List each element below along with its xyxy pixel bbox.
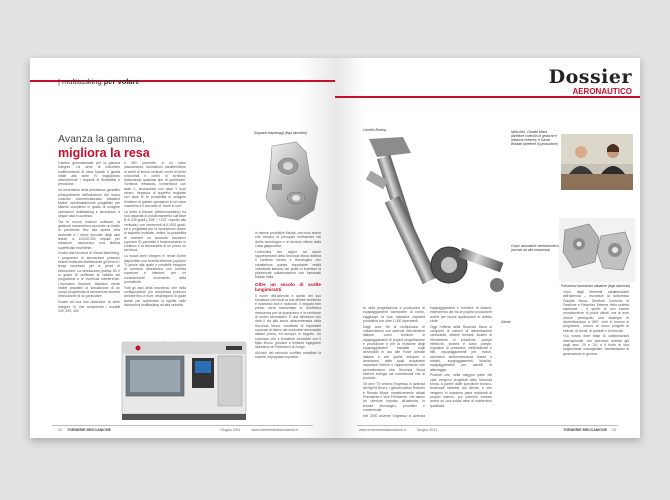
text-column-c bbox=[563, 290, 629, 418]
dossier-logo bbox=[549, 66, 632, 96]
text-column-2 bbox=[124, 161, 186, 336]
text-column-a bbox=[363, 306, 425, 418]
left-footer bbox=[58, 428, 111, 432]
article-headline bbox=[58, 133, 258, 160]
paragraph: L'intervista che segue ad alcuni rappresentanti della Seconda Mona delinea il contesto storico e tecnologico che caratterizza questa importante realtà industriale italiana, nel quale si inserisce la pluriennale collaborazione con Yamazaki Mazak Italia. bbox=[255, 249, 321, 280]
paragraph: Il nome dell'azienda è quello del suo fondatore che iniziò la sua attività vendendo e riparando cicli e motocicli. Il negozio ben presto verrà trasformato in un'officina meccanica per la riparazione e la revisione di motori aeronautici. È una decisione che darà il via alla storia ultracentenaria della Seconda Mona, costellata di importanti successi al fianco dei costruttori aeronautici italiani, prima, ed europei, in seguito. Un successo che il fondatore condivide con il figlio Bruno, giovane e brillante ingegnere laureatosi al Politecnico di Zurigo. bbox=[255, 293, 321, 350]
caption-people: Nella foto, Claudia Mona (direttore controllo di gestione e relazioni esterne), e Danilo Bimbati (direttore di produzione) bbox=[511, 130, 558, 146]
paragraph: Gli anni '70 vedono l'ingresso in azienda dei figli di Bruno, i giovani dottori Roberto e Renato Mona, rispettivamente attuali Presidente e Vice Presidente, che danno un ulteriore impulso all'azienda, in termini tecnologici, produttivi e commerciali. bbox=[363, 382, 425, 412]
paragraph: Tutti gli assi della macchina, che nella configurazione più complessa possono arrivare fino a nove, dispongono di guide lineari per aumentare la rigidità nelle lavorazioni multitasking ad alta velocità. bbox=[124, 285, 186, 307]
paragraph: equipaggiamenti e fornitore di sistemi, estendendo via via la propria produzione anche per nuove applicazioni in ambito civile. bbox=[430, 306, 492, 323]
caption-giunto: Giunto bbox=[501, 320, 511, 324]
footer-rule bbox=[52, 425, 313, 426]
text-column-1 bbox=[58, 161, 120, 416]
people-photo bbox=[561, 134, 633, 190]
paragraph: Un incremento delle prestazioni garantito principalmente dall'adozione del nuovo controllo commercializzato Mazatrol Matrix, specificatamente progettato per sistemi complessi in grado di svolgere operazioni multitasking e lavorazioni a cinque assi in continuo. bbox=[58, 188, 120, 219]
footer-rule bbox=[357, 425, 618, 426]
paragraph: All'inizio del secondo conflitto mondiale la società, impegnata soprattut- bbox=[255, 350, 321, 360]
right-footer-meta bbox=[359, 428, 437, 432]
text-column-b bbox=[430, 306, 492, 418]
section-subhead: Oltre un secolo di scelte lungimiranti bbox=[255, 281, 321, 293]
caption-carrello: Carrello Boeing bbox=[363, 128, 386, 132]
paragraph: e 400, permette, in un unico piazzamento, lavorazioni caratteristiche di centri di lavoro verticali, centri di tornio orizzontali e centri di tornitura, realizzando qualsiasi tipo di particolare. Tornitura, fresatura, contornitura con asse C, lavorazione con asse Y fuori centro, fresatura di superfici angolate con asse B: le possibilità di svolgere l'insieme di queste operazioni in un'unica macchina è il concetto di "done in one". bbox=[124, 161, 186, 208]
paragraph: Tra le nuove funzioni software, la gestione nanometrica consente un livello di precisione fino alla quarta cifra decimale e i nuovi encoder degli assi lineari, a 16.000.000 impulsi per rotazione, assicurano una finitura superficiale eccellente. bbox=[58, 219, 120, 250]
paragraph: La testa a fresare (elettromandrino) ha una capacità di posizionamento sull'asse B di 225 gradi (-105° / +120° rispetto alla verticale), con incrementi di 0,0001 gradi; ed è progettata per la lavorazione anche di superfici inclinate. Inoltre, la possibilità di montare un secondo mandrino (opzione S) permette il funzionamento in continuo e la lavorazione di un pezzo su sei facce. bbox=[124, 209, 186, 253]
right-footer bbox=[563, 428, 616, 432]
header-rule bbox=[335, 96, 640, 98]
site-url: www.tornerieandlavorazioni.it bbox=[359, 428, 406, 432]
logo-sub: AERONAUTICO bbox=[572, 87, 632, 96]
paragraph: Dagli anni '50 si moltiplicano le collaborazioni con aziende velivolistiche italiane, come fornitore di equipaggiamenti di propria progettazione e produzione e per la revisione degli equipaggiamenti installati sugli aeromobili in uso alle Forze Armate italiane e con quelle europee e americane, dalle quali acquisisce importanti licenze e rappresentanze che permetteranno alla Seconda Mona ulteriori sviluppi sia commerciali che di prodotto. bbox=[363, 324, 425, 381]
section-label bbox=[58, 77, 140, 86]
landing-gear-photo bbox=[363, 135, 513, 305]
paragraph: Prodotti che, nella maggior parte dei casi, vengono progettati dalla Seconda Mona, a partire dalle specifiche tecnico-funzionali richieste dal cliente, e che vengono in massima parte realizzati al proprio interno, pur potendo contare anche su una solida base di subfornitori qualificati. bbox=[430, 373, 492, 408]
caption-supporto: Supporto trapezoggi (lega alluminio) bbox=[254, 131, 307, 135]
paragraph: La nuova serie Integrex IV rende inoltre disponibile una torretta inferiore (opzione T) grazie alla quale è possibile eseguire la tornitura simultanea con torretta superiore e inferiore, per un considerevole incremento della produttività. bbox=[124, 254, 186, 285]
issue-date: Giugno 2011 bbox=[220, 428, 241, 432]
caption-corpo: Corpo azionatore stereotaxonico (acciaio ad alto resistenza) bbox=[511, 244, 559, 252]
issue-date: Giugno 2011 bbox=[416, 428, 438, 432]
headline-line1: Avanza la gamma, bbox=[58, 133, 145, 145]
magazine-name: TORNERIE MECCANICHE bbox=[67, 428, 111, 432]
paragraph: in riserve produttive Mazak, ma sono anche che trovano le principali motivazioni nel livello tecnologico e di servizio offerto dalla Casa giapponese. bbox=[255, 231, 321, 248]
paragraph: «Uno degli elementi caratterizzanti dell'azienda – esordisce la dottoressa Claudia Mona, Direttore Controllo di Gestione e Relazioni Esterne della società savonese – è quello di non essere monofornitore di pochi clienti, ma di aver invece perseguito una strategia di diversificazione a 360°, cioè in termini di programmi, ovvero di nuovi progetti di velivoli, di clienti, di prodotti e di mercati. bbox=[563, 290, 629, 333]
page-number: 22 bbox=[58, 428, 62, 432]
logo-word: Dossier bbox=[548, 66, 632, 88]
headline-line2: migliora la resa bbox=[58, 146, 150, 160]
magazine-spread bbox=[30, 58, 640, 438]
paragraph: Nel 2000 avviene l'ingresso in azienda bbox=[363, 413, 425, 418]
left-page bbox=[30, 58, 335, 438]
left-footer-meta bbox=[220, 428, 298, 432]
magazine-name: TORNERIE MECCANICHE bbox=[563, 428, 607, 432]
paragraph: Grazie ad una loro dotazione, la serie Integrex IV, che comprende i modelli 100, 200, 300 bbox=[58, 300, 120, 313]
section-prefix: | multitasking bbox=[58, 77, 104, 86]
section-bold: per volare bbox=[103, 77, 140, 86]
paragraph: Grazie alla funzione di Virtual Machining, i programmi di lavorazione possono essere realizzati direttamente gli errori e i tempi necessari per le prove di esecuzione. La simulazione grafica 3D è in grado di verificare la validità del programma e le eventuali interferenze. L'esclusiva funzione Mazatrol rende inoltre possibile la simulazione di un nuovo programma di lavorazione durante l'esecuzione di un particolare. bbox=[58, 251, 120, 299]
paragraph: to nella progettazione e produzione di equipaggiamenti carburante di bordo, raggiunge la sua massima capacità produttiva con oltre 1.000 dipendenti. bbox=[363, 306, 425, 323]
paragraph: Oggi l'offerta della Seconda Mona si compone di sistemi di alimentazione carburante, sistemi frenanti, sistemi di rifornimento in pressione, pompe elettriche, sistemi e turbo pompe, regolatori di pressione, elettrovalvole e filtri, equipaggiamenti per motori, azionatori elettromeccanici lineari e rotativi, equipaggiamenti idraulici, equipaggiamenti per carrelli di atterraggio. bbox=[430, 324, 492, 372]
site-url: www.tornerieandlavorazioni.it bbox=[251, 428, 299, 432]
cnc-machine-photo bbox=[118, 336, 250, 424]
caption-pressofusi: Pressofusi lavorazioni attuatore (lega alluminio) bbox=[561, 284, 631, 288]
aluminium-part-photo bbox=[258, 140, 326, 225]
page-number: 23 bbox=[612, 428, 616, 432]
right-page bbox=[335, 58, 640, 438]
text-column-3 bbox=[255, 231, 321, 426]
paragraph: Cambio generazionale per la gamma Integrex. La serie di macchine multifunzionali di casa Mazak è giunta infatti alla serie IV migliorando ulteriormente i requisiti di flessibilità e precisione. bbox=[58, 161, 120, 187]
cast-parts-photo bbox=[559, 218, 635, 282]
paragraph: «La nostra forte base di collaborazioni internazionali, che avevamo avviato già dagli anni '20 e '30, è il frutto di una lungimirante manageriale, tramandatasi di generazione in genera- bbox=[563, 334, 629, 356]
